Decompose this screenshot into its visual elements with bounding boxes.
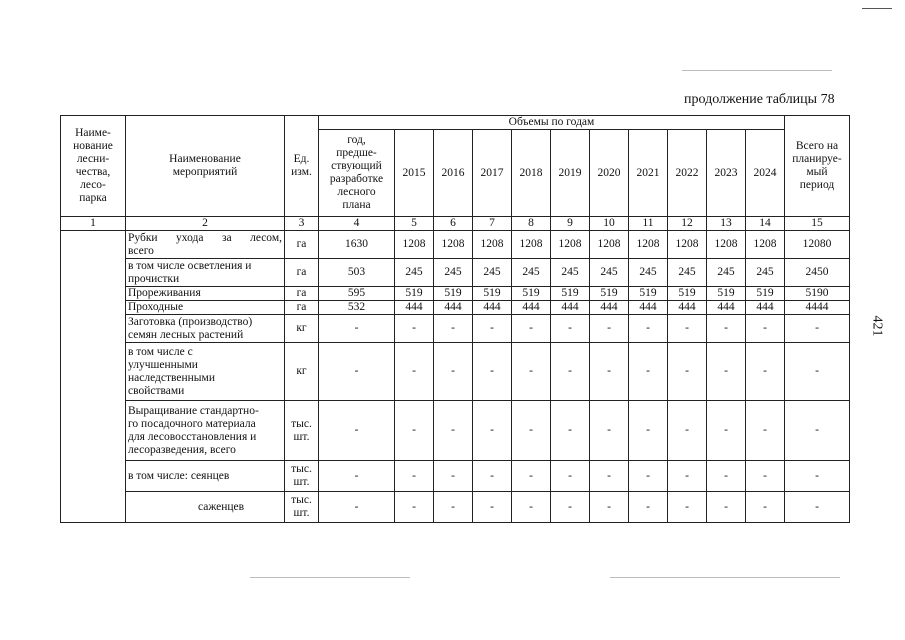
value-cell: - — [434, 461, 473, 492]
activity-name: Проходные — [126, 301, 285, 315]
header-volumes-by-year: Объемы по годам — [319, 116, 785, 130]
table-row — [61, 287, 850, 301]
table-row — [61, 401, 850, 461]
value-cell: - — [707, 492, 746, 523]
value-cell: 595 — [319, 287, 395, 301]
activity-name: в том числе с улучшенными наследственными свойствами — [126, 343, 285, 401]
table-caption: продолжение таблицы 78 — [684, 92, 835, 107]
value-cell: 245 — [473, 259, 512, 287]
activity-name: Заготовка (производство) семян лесных растений — [126, 315, 285, 343]
value-cell: - — [319, 401, 395, 461]
value-cell: 444 — [395, 301, 434, 315]
table-row — [61, 343, 850, 401]
value-cell: 519 — [629, 287, 668, 301]
value-cell: - — [434, 343, 473, 401]
value-cell: 519 — [395, 287, 434, 301]
value-cell: 1208 — [551, 231, 590, 259]
value-cell: 1208 — [629, 231, 668, 259]
header-unit: Ед. изм. — [285, 116, 319, 217]
value-cell: - — [551, 401, 590, 461]
value-cell: - — [319, 315, 395, 343]
value-cell: - — [319, 461, 395, 492]
value-cell: - — [512, 315, 551, 343]
unit-cell: тыс. шт. — [285, 461, 319, 492]
table-row — [61, 259, 850, 287]
value-cell: - — [785, 401, 850, 461]
column-number: 6 — [434, 217, 473, 231]
column-number: 11 — [629, 217, 668, 231]
value-cell: - — [395, 461, 434, 492]
column-number: 8 — [512, 217, 551, 231]
value-cell: - — [512, 492, 551, 523]
volumes-table — [60, 115, 850, 523]
value-cell: - — [707, 315, 746, 343]
value-cell: - — [746, 401, 785, 461]
value-cell: 1208 — [590, 231, 629, 259]
activity-name: Прореживания — [126, 287, 285, 301]
value-cell: 245 — [395, 259, 434, 287]
value-cell: - — [473, 461, 512, 492]
value-cell: - — [319, 492, 395, 523]
column-number: 3 — [285, 217, 319, 231]
value-cell: 519 — [473, 287, 512, 301]
column-number: 14 — [746, 217, 785, 231]
table-row — [61, 492, 850, 523]
value-cell: 444 — [512, 301, 551, 315]
activity-name: саженцев — [126, 492, 285, 523]
value-cell: - — [746, 315, 785, 343]
header-row — [61, 116, 850, 130]
value-cell: 1630 — [319, 231, 395, 259]
value-cell: 532 — [319, 301, 395, 315]
value-cell: 1208 — [512, 231, 551, 259]
value-cell: 444 — [551, 301, 590, 315]
unit-cell: кг — [285, 315, 319, 343]
activity-name: Выращивание стандартно- го посадочного материала для лесовосстановления и лесоразведения, всего — [126, 401, 285, 461]
value-cell: 503 — [319, 259, 395, 287]
value-cell: 245 — [512, 259, 551, 287]
value-cell: 4444 — [785, 301, 850, 315]
header-year: 2020 — [590, 130, 629, 217]
value-cell: 444 — [434, 301, 473, 315]
value-cell: 519 — [512, 287, 551, 301]
value-cell: - — [512, 343, 551, 401]
value-cell: 519 — [746, 287, 785, 301]
value-cell: - — [590, 315, 629, 343]
table-row — [61, 461, 850, 492]
value-cell: 519 — [707, 287, 746, 301]
activity-name: Рубки ухода за лесом, всего — [126, 231, 285, 259]
value-cell: - — [319, 343, 395, 401]
value-cell: - — [590, 461, 629, 492]
header-forestry: Наиме- нование лесни- чества, лесо- парка — [61, 116, 126, 217]
header-year: 2016 — [434, 130, 473, 217]
value-cell: - — [590, 492, 629, 523]
value-cell: 2450 — [785, 259, 850, 287]
column-number: 5 — [395, 217, 434, 231]
value-cell: - — [668, 401, 707, 461]
value-cell: - — [551, 492, 590, 523]
value-cell: 245 — [629, 259, 668, 287]
value-cell: - — [785, 343, 850, 401]
header-year: 2017 — [473, 130, 512, 217]
scan-noise — [682, 70, 832, 71]
unit-cell: га — [285, 287, 319, 301]
header-year: 2015 — [395, 130, 434, 217]
column-number: 15 — [785, 217, 850, 231]
unit-cell: тыс. шт. — [285, 401, 319, 461]
header-total: Всего на планируе- мый период — [785, 116, 850, 217]
unit-cell: га — [285, 301, 319, 315]
value-cell: - — [395, 401, 434, 461]
header-year: 2021 — [629, 130, 668, 217]
column-number-row — [61, 217, 850, 231]
value-cell: - — [395, 492, 434, 523]
header-year: 2023 — [707, 130, 746, 217]
value-cell: - — [746, 461, 785, 492]
value-cell: - — [668, 343, 707, 401]
value-cell: 519 — [668, 287, 707, 301]
table-row — [61, 301, 850, 315]
value-cell: - — [629, 461, 668, 492]
value-cell: - — [473, 492, 512, 523]
value-cell: - — [434, 492, 473, 523]
table-row — [61, 231, 850, 259]
header-year: 2019 — [551, 130, 590, 217]
value-cell: - — [434, 315, 473, 343]
value-cell: - — [512, 461, 551, 492]
forestry-cell — [61, 231, 126, 523]
header-activity: Наименование мероприятий — [126, 116, 285, 217]
value-cell: 1208 — [746, 231, 785, 259]
value-cell: 1208 — [707, 231, 746, 259]
value-cell: - — [629, 343, 668, 401]
value-cell: 245 — [590, 259, 629, 287]
value-cell: - — [434, 401, 473, 461]
value-cell: - — [629, 315, 668, 343]
header-year: 2018 — [512, 130, 551, 217]
value-cell: 245 — [707, 259, 746, 287]
value-cell: - — [707, 343, 746, 401]
value-cell: 1208 — [668, 231, 707, 259]
column-number: 13 — [707, 217, 746, 231]
value-cell: 245 — [668, 259, 707, 287]
value-cell: - — [746, 343, 785, 401]
header-year: 2022 — [668, 130, 707, 217]
value-cell: - — [629, 492, 668, 523]
value-cell: 519 — [551, 287, 590, 301]
value-cell: 245 — [551, 259, 590, 287]
value-cell: - — [473, 343, 512, 401]
value-cell: - — [707, 461, 746, 492]
value-cell: 444 — [629, 301, 668, 315]
value-cell: 444 — [590, 301, 629, 315]
value-cell: - — [551, 343, 590, 401]
column-number: 7 — [473, 217, 512, 231]
value-cell: 12080 — [785, 231, 850, 259]
column-number: 12 — [668, 217, 707, 231]
value-cell: - — [590, 401, 629, 461]
value-cell: 519 — [590, 287, 629, 301]
value-cell: 444 — [473, 301, 512, 315]
column-number: 9 — [551, 217, 590, 231]
page-number: 421 — [869, 315, 885, 337]
value-cell: - — [473, 315, 512, 343]
value-cell: 444 — [746, 301, 785, 315]
value-cell: - — [668, 492, 707, 523]
value-cell: - — [395, 315, 434, 343]
value-cell: - — [668, 461, 707, 492]
value-cell: - — [473, 401, 512, 461]
value-cell: 1208 — [434, 231, 473, 259]
column-number: 1 — [61, 217, 126, 231]
table-row — [61, 315, 850, 343]
scan-noise — [610, 577, 840, 578]
value-cell: 519 — [434, 287, 473, 301]
value-cell: 1208 — [473, 231, 512, 259]
value-cell: - — [590, 343, 629, 401]
unit-cell: га — [285, 259, 319, 287]
unit-cell: кг — [285, 343, 319, 401]
value-cell: 245 — [434, 259, 473, 287]
value-cell: - — [551, 315, 590, 343]
value-cell: - — [395, 343, 434, 401]
value-cell: - — [551, 461, 590, 492]
value-cell: 444 — [668, 301, 707, 315]
header-previous-year: год, предше- ствующий разработке лесного плана — [319, 130, 395, 217]
value-cell: 5190 — [785, 287, 850, 301]
value-cell: 245 — [746, 259, 785, 287]
page-corner-rule — [862, 8, 892, 9]
value-cell: 444 — [707, 301, 746, 315]
value-cell: - — [707, 401, 746, 461]
value-cell: - — [746, 492, 785, 523]
column-number: 2 — [126, 217, 285, 231]
value-cell: - — [785, 315, 850, 343]
value-cell: - — [629, 401, 668, 461]
value-cell: - — [785, 492, 850, 523]
column-number: 4 — [319, 217, 395, 231]
header-year: 2024 — [746, 130, 785, 217]
column-number: 10 — [590, 217, 629, 231]
unit-cell: тыс. шт. — [285, 492, 319, 523]
value-cell: 1208 — [395, 231, 434, 259]
scan-noise — [250, 577, 410, 578]
value-cell: - — [512, 401, 551, 461]
unit-cell: га — [285, 231, 319, 259]
activity-name: в том числе осветления и прочистки — [126, 259, 285, 287]
value-cell: - — [785, 461, 850, 492]
value-cell: - — [668, 315, 707, 343]
activity-name: в том числе: сеянцев — [126, 461, 285, 492]
